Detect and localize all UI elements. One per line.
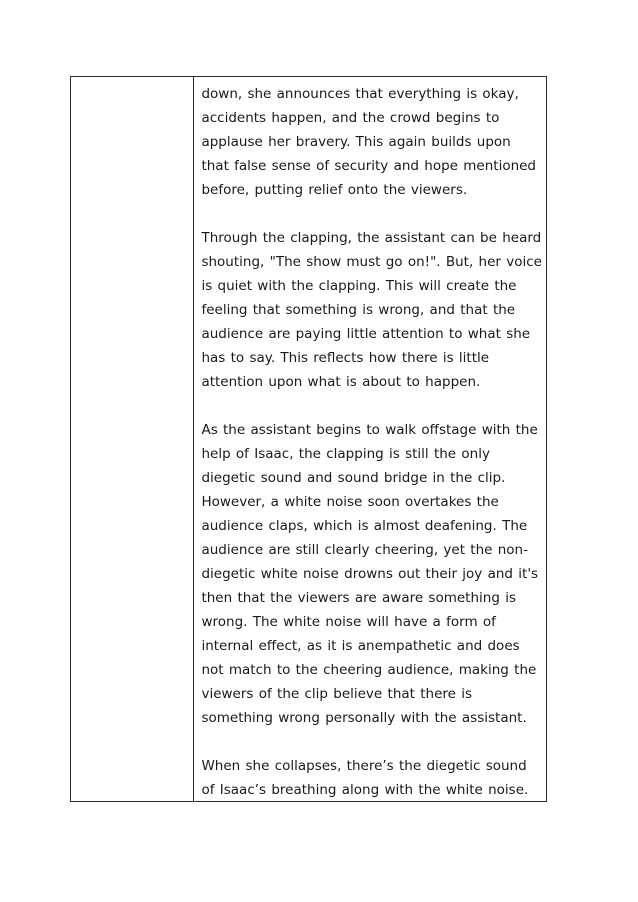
paragraph-line: attention upon what is about to happen. [201, 374, 481, 390]
paragraph-line: has to say. This reflects how there is little [201, 350, 490, 366]
paragraph-line: accidents happen, and the crowd begins to [201, 110, 500, 126]
paragraph-1 [201, 82, 542, 202]
paragraph-line: that false sense of security and hope mentioned [201, 158, 537, 174]
table-right-cell [194, 77, 546, 801]
paragraph-line: not match to the cheering audience, making the [201, 662, 537, 678]
paragraph-line: viewers of the clip believe that there is [201, 686, 473, 702]
table-left-cell [71, 77, 194, 801]
paragraph-3 [201, 418, 542, 730]
paragraph-line: However, a white noise soon overtakes the [201, 494, 499, 510]
paragraph-line: diegetic white noise drowns out their joy and it's [201, 566, 539, 582]
document-table [70, 76, 547, 802]
paragraph-line: of Isaac’s breathing along with the white noise. [201, 782, 529, 798]
paragraph-line: internal effect, as it is anempathetic and does [201, 638, 520, 654]
paragraph-line: help of Isaac, the clapping is still the only [201, 446, 490, 462]
paragraph-line: audience are paying little attention to what she [201, 326, 531, 342]
paragraph-line: diegetic sound and sound bridge in the clip. [201, 470, 506, 486]
paragraph-line: When she collapses, there’s the diegetic sound [201, 758, 527, 774]
paragraph-line: applause her bravery. This again builds upon [201, 134, 511, 150]
paragraph-line: feeling that something is wrong, and that the [201, 302, 516, 318]
paragraph-2 [201, 226, 542, 394]
paragraph-line: shouting, "The show must go on!". But, her voice [201, 254, 542, 270]
paragraph-line: down, she announces that everything is okay, [201, 86, 519, 102]
paragraph-line: is quiet with the clapping. This will create the [201, 278, 517, 294]
paragraph-4 [201, 754, 542, 802]
paragraph-line: wrong. The white noise will have a form of [201, 614, 496, 630]
paragraph-line: something wrong personally with the assistant. [201, 710, 527, 726]
paragraph-line: Through the clapping, the assistant can be heard [201, 230, 542, 246]
paragraph-line: before, putting relief onto the viewers. [201, 182, 468, 198]
paragraph-line: audience are still clearly cheering, yet the non- [201, 542, 528, 558]
paragraph-line: then that the viewers are aware something is [201, 590, 516, 606]
paragraph-line: As the assistant begins to walk offstage with the [201, 422, 538, 438]
paragraph-line: audience claps, which is almost deafening. The [201, 518, 528, 534]
